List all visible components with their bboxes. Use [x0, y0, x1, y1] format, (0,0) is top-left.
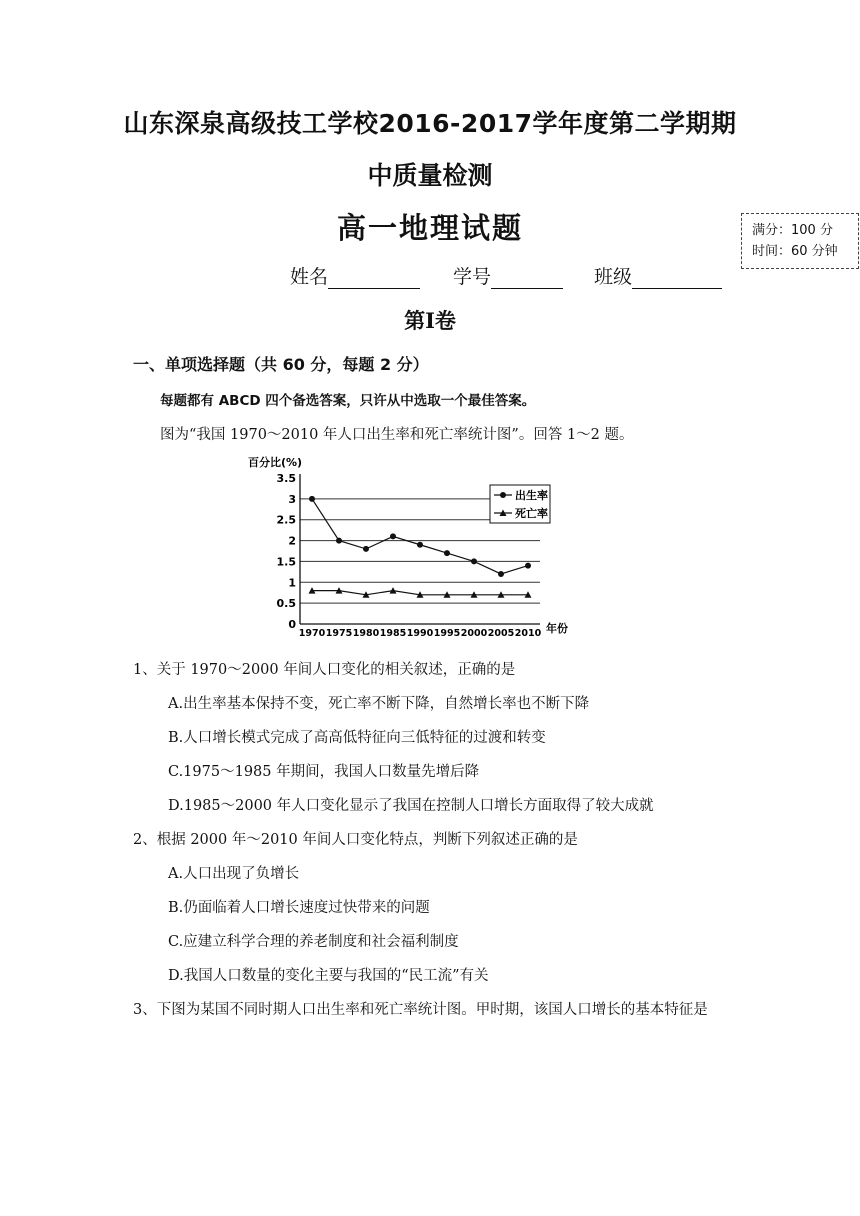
question-2-option-d: D.我国人口数量的变化主要与我国的“民工流”有关	[168, 968, 489, 984]
birth-rate-point	[309, 496, 315, 502]
y-tick-label: 3.5	[276, 472, 296, 485]
y-tick-label: 0.5	[276, 597, 296, 611]
y-tick-label: 0	[288, 618, 296, 631]
full-score-text: 满分：100 分	[752, 223, 833, 238]
birth-rate-point	[444, 550, 450, 556]
subject-title: 高一地理试题	[336, 211, 523, 245]
question-1-option-b: B.人口增长模式完成了高高低特征向三低特征的过渡和转变	[168, 730, 546, 746]
legend-marker-circle	[500, 492, 506, 498]
y-tick-label: 3	[288, 492, 296, 506]
score-time-box	[741, 213, 859, 269]
student-id-blank[interactable]	[491, 268, 563, 289]
question-2-option-c: C.应建立科学合理的养老制度和社会福利制度	[168, 934, 459, 950]
exam-title-line2: 中质量检测	[367, 161, 493, 190]
birth-rate-point	[471, 558, 477, 564]
y-axis-label: 百分比(%)	[248, 456, 303, 469]
y-tick-label: 1.5	[276, 555, 296, 569]
class-field	[594, 262, 722, 289]
birth-rate-point	[498, 571, 504, 577]
legend-label: 死亡率	[515, 507, 548, 520]
x-axis-label: 年份	[546, 622, 568, 635]
student-id-label: 学号	[453, 266, 492, 288]
y-tick-label: 1	[288, 576, 296, 590]
exam-title-line1: 山东深泉高级技工学校2016-2017学年度第二学期期	[123, 109, 737, 138]
death-rate-point	[390, 587, 397, 594]
question-1-option-c: C.1975～1985 年期间，我国人口数量先增后降	[168, 764, 480, 780]
name-label: 姓名	[290, 266, 329, 288]
section-instruction: 每题都有 ABCD 四个备选答案，只许从中选取一个最佳答案。	[160, 393, 536, 409]
birth-rate-point	[390, 533, 396, 539]
x-tick-label: 2010	[514, 628, 542, 639]
x-tick-label: 1975	[325, 628, 353, 639]
section-heading: 一、单项选择题（共 60 分，每题 2 分）	[133, 355, 429, 374]
birth-rate-point	[417, 542, 423, 548]
name-blank[interactable]	[328, 268, 420, 289]
name-field	[290, 262, 420, 289]
class-label: 班级	[594, 266, 633, 288]
student-id-field	[453, 262, 563, 289]
x-tick-label: 2005	[487, 628, 515, 639]
x-tick-label: 1970	[298, 628, 326, 639]
x-tick-label: 1985	[379, 628, 407, 639]
birth-rate-point	[525, 563, 531, 569]
chart-intro: 图为“我国 1970～2010 年人口出生率和死亡率统计图”。回答 1～2 题。	[160, 427, 634, 443]
class-blank[interactable]	[632, 268, 722, 289]
birth-rate-point	[363, 546, 369, 552]
question-2-option-b: B.仍面临着人口增长速度过快带来的问题	[168, 900, 430, 916]
x-tick-label: 1990	[406, 628, 434, 639]
birth-rate-point	[336, 538, 342, 544]
x-tick-label: 1980	[352, 628, 380, 639]
y-tick-label: 2	[288, 534, 296, 548]
volume-heading: 第Ⅰ卷	[404, 308, 456, 333]
population-rate-chart	[240, 452, 590, 642]
x-tick-label: 1995	[433, 628, 461, 639]
question-1-option-a: A.出生率基本保持不变，死亡率不断下降，自然增长率也不断下降	[168, 696, 590, 712]
legend-label: 出生率	[515, 489, 548, 502]
x-tick-label: 2000	[460, 628, 488, 639]
question-2-stem: 2、根据 2000 年～2010 年间人口变化特点，判断下列叙述正确的是	[133, 832, 578, 848]
question-1-option-d: D.1985～2000 年人口变化显示了我国在控制人口增长方面取得了较大成就	[168, 798, 654, 814]
question-3-stem: 3、下图为某国不同时期人口出生率和死亡率统计图。甲时期，该国人口增长的基本特征是	[133, 1002, 708, 1018]
time-limit-text: 时间：60 分钟	[752, 244, 838, 259]
question-1-stem: 1、关于 1970～2000 年间人口变化的相关叙述，正确的是	[133, 662, 516, 678]
question-2-option-a: A.人口出现了负增长	[168, 866, 300, 882]
y-tick-label: 2.5	[276, 513, 296, 527]
